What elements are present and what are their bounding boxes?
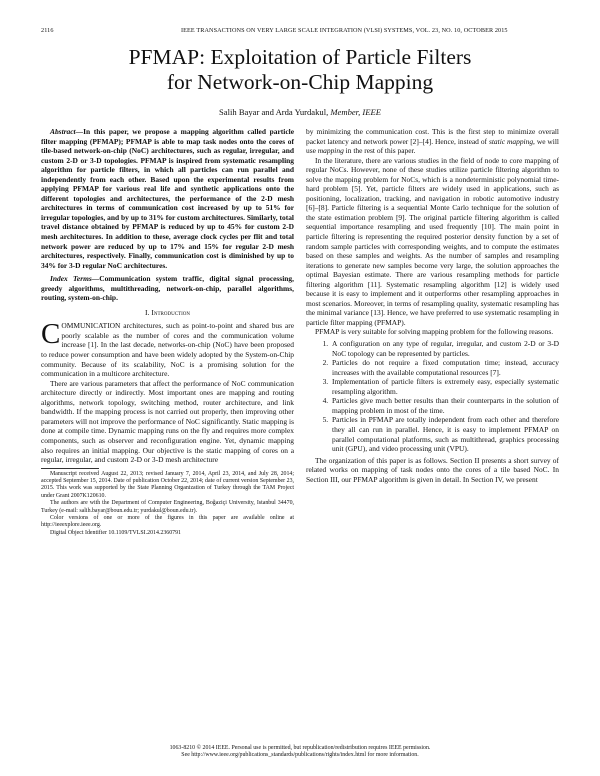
intro-paragraph-1 <box>41 318 294 379</box>
index-terms-label: Index Terms— <box>50 274 100 284</box>
footnote-color: Color versions of one or more of the figures in this paper are available online at http://ieeexplore.ieee.org. <box>41 515 294 529</box>
author-role: Member, IEEE <box>330 107 381 117</box>
abstract-label: Abstract— <box>50 127 84 136</box>
running-title: IEEE TRANSACTIONS ON VERY LARGE SCALE INTEGRATION (VLSI) SYSTEMS, VOL. 23, NO. 10, OCTOBER 2015 <box>181 27 508 34</box>
list-item: 5. Particles in PFMAP are totally independent from each other and therefore they all can run in parallel. Hence, it is easy to implement PFMAP on parallel computational platforms, such as multithread, graphics processing unit (GPU), and video processing unit (VPU). <box>330 415 559 453</box>
rp1-emphasis: static mapping <box>488 136 534 146</box>
footnotes <box>41 471 294 538</box>
right-paragraph-1 <box>306 127 559 156</box>
drop-cap: C <box>41 318 61 351</box>
right-paragraph-3: PFMAP is very suitable for solving mapping problem for the following reasons. <box>315 327 554 337</box>
rp1-mid: , we will use <box>306 136 560 156</box>
title-line-2: for Network-on-Chip Mapping <box>166 70 434 94</box>
section-heading-introduction: I. Introduction <box>145 307 190 317</box>
footnote-doi: Digital Object Identifier 10.1109/TVLSI.2014.2360791 <box>50 529 181 536</box>
footnote-affiliation: The authors are with the Department of Computer Engineering, Boğaziçi University, Istanbul 34470, Turkey (e-mail: salih.bayar@boun.edu.tr; yurdakul@boun.edu.tr). <box>41 500 294 514</box>
rp1-emphasis-2: mapping <box>317 146 344 156</box>
paper-title <box>0 45 600 95</box>
list-item: 2. Particles do not require a fixed computation time; instead, accuracy increases with the available computational resources [7]. <box>330 358 559 377</box>
footnote-rule <box>41 468 99 469</box>
copyright-notice <box>0 745 600 759</box>
list-item: 1. A configuration on any type of regular, irregular, and custom 2-D or 3-D NoC topology can be represented by particles. <box>330 339 559 358</box>
rp1-text: by minimizing the communication cost. This is the first step to minimize overall packet latency and network power [2]–[4]. Hence, instead of <box>306 127 559 146</box>
right-paragraph-4: The organization of this paper is as follows. Section II presents a short survey of related works on mapping of task nodes onto the cores of a tile based NoC. In Section III, our PFMAP algorithm is given in detail. In Section IV, we present <box>306 455 559 484</box>
list-item: 3. Implementation of particle filters is extremely easy, especially systematic resampling algorithm. <box>330 377 559 396</box>
author-names: Salih Bayar and Arda Yurdakul, <box>219 107 329 117</box>
intro-paragraph-2: There are various parameters that affect the performance of NoC communication architecture directly or indirectly. Most important ones are mapping and routing algorithms, network topology, switching method, router architecture, and link bandwidth. If the mapping process is not carried out properly, then improving other parameters will not improve the performance of NoC significantly. Static mapping is done at compile time. Dynamic mapping runs on the fly and requires more complex components, such as observer and reconfiguration engine. Yet, dynamic mapping also requires an initial mapping. Our objective is the static mapping of cores on a regular, irregular, and custom 2-D or 3-D mesh architecture <box>41 378 294 465</box>
footnote-manuscript: Manuscript received August 22, 2013; revised January 7, 2014, April 23, 2014, and July 28, 2014; accepted September 15, 2014. Date of publication October 22, 2014; date of current version September 23, 2015. This work was supported by the State Planning Organization of Turkey through the TAM Project under Grant 2007K120610. <box>41 470 294 499</box>
rp1-end: in the rest of this paper. <box>345 146 416 156</box>
author-line <box>0 107 600 117</box>
abstract <box>41 127 294 270</box>
right-paragraph-2: In the literature, there are various studies in the field of node to core mapping of regular NoCs. However, none of these studies utilize particle filtering algorithm to solve the mapping problem for NoCs, which is a nondeterministic polynomial time-hard problem [5]. Yet, particle filters are widely used in applications, such as positioning, localization, tracking, and navigation in robotic automotive industry [6]–[8]. Particle filtering is a sequential Monte Carlo technique for the solution of the state estimation problem [9]. The original particle filtering algorithm is called sequential importance resampling and used frequently [10]. The main point in particle filtering is representing the required posterior density function by a set of random sample particles with corresponding weights, and to compute the estimates based on these samples and weights. As the number of samples and resampling iterations to generate new samples become very large, the solution approaches the optimal Bayesian estimate. There are various resampling methods for particle filtering algorithm [11]. Systematic resampling algorithm [12] is widely used because it is easy to implement and it outperforms other resampling approaches in most scenarios. Moreover, in terms of resampling quality, systematic resampling has the minimal variance [13]. Hence, we have preferred to use systematic resampling in particle filter mapping (PFMAP). <box>306 155 559 327</box>
intro-p1-text: OMMUNICATION architectures, such as point-to-point and shared bus are poorly scalable as the number of cores and the communication volume increase [1]. In the last decade, networks-on-chip (NoC) have been proposed to reduce power consumption and have been widely adopted by the System-on-Chip community. Because of its scalability, NoC is a promising solution for the communication in a multicore architecture. <box>41 321 294 379</box>
list-item: 4. Particles give much better results than their counterparts in the solution of mapping problem in most of the time. <box>330 396 559 415</box>
reasons-list <box>306 339 559 454</box>
title-line-1: PFMAP: Exploitation of Particle Filters <box>128 45 472 69</box>
copyright-line: 1063-8210 © 2014 IEEE. Personal use is permitted, but republication/redistribution requires IEEE permission. <box>169 745 431 751</box>
abstract-text: In this paper, we propose a mapping algorithm called particle filter mapping (PFMAP); PFMAP is able to map task nodes onto the cores of tile-based network-on-chip (NoC) architectures, such as regular, irregular, and custom 2-D or 3-D topologies. PFMAP is inspired from systematic resampling algorithm for particle filters, in which all particles can run parallel and independently from each other. Based upon the experimental results from applying PFMAP for various real life and synthetic applications onto the different topologies and architectures, the performance of the 2-D mesh architectures in terms of communication cost increased by up to 51% for irregular topologies, and by up to 31% for custom architectures. Similarly, total travel distance obtained by PFMAP is reduced by up to 45% for custom 2-D mesh architectures. In addition to these, average clock cycles per flit and total network power are reduced by up to 17% and 15% for regular 2-D mesh architectures, respectively. Finally, communication cost is diminished by up to 34% for 3-D regular NoC architectures. <box>41 127 294 270</box>
page-number: 2116 <box>41 27 54 34</box>
index-terms-text: Communication system traffic, digital signal processing, greedy algorithms, multithreading, network-on-chip, parallel algorithms, routing, system-on-chip. <box>41 274 294 303</box>
right-column <box>306 127 559 484</box>
rights-line: See http://www.ieee.org/publications_standards/publications/rights/index.html for more information. <box>181 752 419 759</box>
left-column <box>41 127 294 537</box>
index-terms <box>41 274 294 303</box>
